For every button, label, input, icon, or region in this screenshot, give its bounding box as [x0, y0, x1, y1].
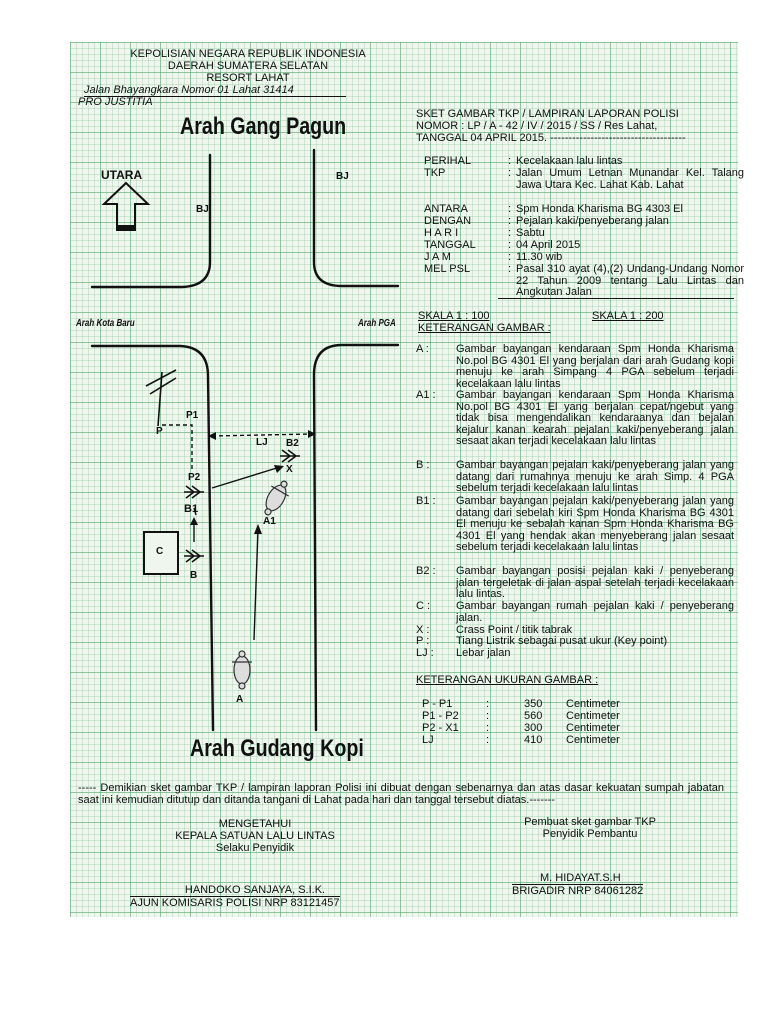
info-value: Kecelakaan lalu lintas — [516, 155, 623, 167]
keterangan-text: Gambar bayangan rumah pejalan kaki / penyeberang jalan. — [456, 600, 734, 624]
road-label-south: Arah Gudang Kopi — [190, 735, 364, 762]
road-label-north: Arah Gang Pagun — [180, 113, 347, 140]
keterangan-text: Gambar bayangan pejalan kaki/penyeberang jalan yang datang dari sebelah kiri Spm Honda Kharisma BG 4301 El menuju ke sebalah kanan Spm Honda Kharisma BG 4301 El yang hendak akan menyeberang jalan sesaat sebelum terjadi kecelakaan lalu lintas — [456, 495, 734, 553]
ukuran-unit: Centimeter — [566, 734, 620, 746]
keterangan-key: X : — [416, 624, 430, 636]
ukuran-value: 350 — [524, 698, 543, 710]
header-address: Jalan Bhayangkara Nomor 01 Lahat 31414 — [84, 84, 346, 97]
north-label: UTARA — [101, 168, 143, 182]
x-label: X — [286, 464, 293, 475]
header-line-1: KEPOLISIAN NEGARA REPUBLIK INDONESIA — [130, 48, 366, 60]
info-separator: : — [508, 263, 512, 275]
closing-statement: ----- Demikian sket gambar TKP / lampiran laporan Polisi ini dibuat dengan sebenarnya dan atas dasar kekuatan sumpah jabatan saat ini kemudian ditutup dan ditanda tangani di Lahat pada hari dan tanggal tersebut diatas.------- — [78, 782, 724, 806]
ukuran-value: 300 — [524, 722, 543, 734]
sign-right-rank: BRIGADIR NRP 84061282 — [512, 885, 644, 897]
keterangan-text: Crass Point / titik tabrak — [456, 624, 573, 636]
scale-right: SKALA 1 : 200 — [592, 310, 664, 322]
sign-left-rank: AJUN KOMISARIS POLISI NRP 83121457 — [130, 897, 340, 909]
p1-label: P1 — [186, 410, 199, 421]
sign-left-name: HANDOKO SANJAYA, S.I.K. — [184, 884, 326, 896]
info-value: Pasal 310 ayat (4),(2) Undang-Undang Nomor 22 Tahun 2009 tentang Lalu Lintas dan Angkutan Jalan — [516, 263, 744, 298]
ukuran-value: 560 — [524, 710, 543, 722]
sign-right-name: M. HIDAYAT.S.H — [540, 872, 621, 884]
info-value: Spm Honda Kharisma BG 4303 El — [516, 203, 683, 215]
keterangan-key: A1 : — [416, 389, 436, 401]
info-value: 04 April 2015 — [516, 239, 581, 251]
ukuran-unit: Centimeter — [566, 722, 620, 734]
report-number: NOMOR : LP / A - 42 / IV / 2015 / SS / Res Lahat, — [416, 120, 658, 132]
sign-left-line-1: MENGETAHUI — [218, 818, 292, 830]
sign-right-line-1: Pembuat sket gambar TKP — [524, 816, 656, 828]
info-separator: : — [508, 215, 512, 227]
info-key: TANGGAL — [424, 239, 476, 251]
road-label-east: Arah PGA — [358, 318, 396, 329]
info-separator: : — [508, 227, 512, 239]
pedestrian-b-icon — [184, 550, 204, 562]
keterangan-title: KETERANGAN GAMBAR : — [418, 322, 551, 334]
ukuran-label: P1 - P2 — [422, 710, 459, 722]
ukuran-unit: Centimeter — [566, 698, 620, 710]
p-label: P — [156, 426, 163, 437]
sign-left-line-3: Selaku Penyidik — [215, 842, 295, 854]
keterangan-key: B1 : — [416, 495, 436, 507]
a-label: A — [236, 694, 244, 705]
lamp-post-icon — [146, 370, 176, 426]
b1-label: B1 — [184, 503, 199, 515]
info-separator: : — [508, 167, 512, 179]
motorcycle-a-icon — [232, 651, 252, 689]
keterangan-text: Gambar bayangan pejalan kaki/penyeberang jalan yang datang dari rumahnya menuju ke arah Simp. 4 PGA sebelum terjadi kecelakaan lalu lintas — [456, 459, 734, 494]
pedestrian-b1-icon — [184, 486, 204, 498]
keterangan-key: A : — [416, 343, 429, 355]
bj-label-right: BJ — [336, 171, 349, 182]
ukuran-colon: : — [486, 734, 490, 746]
sign-right-line-2: Penyidik Pembantu — [542, 828, 638, 840]
ukuran-colon: : — [486, 698, 490, 710]
info-key: H A R I — [424, 227, 459, 239]
keterangan-key: B2 : — [416, 565, 436, 577]
ukuran-label: P - P1 — [422, 698, 453, 710]
north-arrow-icon — [104, 183, 148, 230]
info-separator: : — [508, 251, 512, 263]
keterangan-text: Tiang Listrik sebagai pusat ukur (Key point) — [456, 635, 668, 647]
movement-arrows — [194, 467, 280, 640]
p2-label: P2 — [188, 472, 201, 483]
motorcycle-a1-icon — [258, 477, 294, 520]
keterangan-text: Gambar bayangan posisi pejalan kaki / penyeberang jalan tergeletak di jalan aspal setelah terjadi kecelakaan lalu lintas. — [456, 565, 734, 600]
ukuran-colon: : — [486, 722, 490, 734]
keterangan-text: Lebar jalan — [456, 647, 511, 659]
report-title: SKET GAMBAR TKP / LAMPIRAN LAPORAN POLISI — [416, 108, 679, 120]
keterangan-key: B : — [416, 459, 430, 471]
info-separator: : — [508, 203, 512, 215]
header-line-2: DAERAH SUMATERA SELATAN — [167, 60, 329, 72]
a1-label: A1 — [263, 516, 276, 527]
keterangan-text: Gambar bayangan kendaraan Spm Honda Kharisma No.pol BG 4301 El yang berjalan dari arah Gudang kopi menuju ke arah Simpang 4 PGA sebelum terjadi kecelakaan lalu lintas — [456, 343, 734, 390]
road-label-west: Arah Kota Baru — [76, 318, 135, 329]
info-key: PERIHAL — [424, 155, 472, 167]
ukuran-label: P2 - X1 — [422, 722, 459, 734]
ukuran-colon: : — [486, 710, 490, 722]
ukuran-label: LJ — [422, 734, 434, 746]
info-key: MEL PSL — [424, 263, 471, 275]
keterangan-key: P : — [416, 635, 430, 647]
keterangan-key: LJ : — [416, 647, 434, 659]
scale-left: SKALA 1 : 100 — [418, 310, 490, 322]
info-key: J A M — [424, 251, 451, 263]
lj-label: LJ — [256, 437, 268, 448]
road-edge-bottom-right — [314, 345, 398, 730]
header-line-3: RESORT LAHAT — [206, 72, 290, 84]
keterangan-text: Gambar bayangan kendaraan Spm Honda Kharisma No.pol BG 4301 El yang berjalan cepat/ngebut yang tidak bisa mengendalikan kendaraanya dan bejalan kejalur kanan kearah pejalan kaki/penyeberang jalan sesaat akan terjadi kecelakaan lalu lintas — [456, 389, 734, 447]
ukuran-value: 410 — [524, 734, 543, 746]
b-label: B — [190, 570, 198, 581]
info-key: DENGAN — [424, 215, 472, 227]
keterangan-key: C : — [416, 600, 431, 612]
pro-justitia: PRO JUSTITIA — [78, 96, 153, 108]
info-key: ANTARA — [424, 203, 468, 215]
b2-label: B2 — [286, 438, 299, 449]
info-key: TKP — [424, 167, 446, 179]
info-value: Jalan Umum Letnan Munandar Kel. Talang Jawa Utara Kec. Lahat Kab. Lahat — [516, 167, 744, 191]
sign-left-line-2: KEPALA SATUAN LALU LINTAS — [175, 830, 335, 842]
ukuran-title: KETERANGAN UKURAN GAMBAR : — [416, 674, 599, 686]
road-edge-top-right — [314, 150, 398, 286]
pedestrian-b2-icon — [280, 450, 300, 462]
info-separator: : — [508, 155, 512, 167]
c-label: C — [156, 546, 164, 557]
info-value: Sabtu — [516, 227, 545, 239]
ukuran-unit: Centimeter — [566, 710, 620, 722]
info-value: Pejalan kaki/penyeberang jalan — [516, 215, 669, 227]
report-date: TANGGAL 04 APRIL 2015. ------------------------------------- — [416, 132, 686, 144]
info-value: 11.30 wib — [516, 251, 563, 263]
bj-label-left: BJ — [196, 204, 209, 215]
info-separator: : — [508, 239, 512, 251]
